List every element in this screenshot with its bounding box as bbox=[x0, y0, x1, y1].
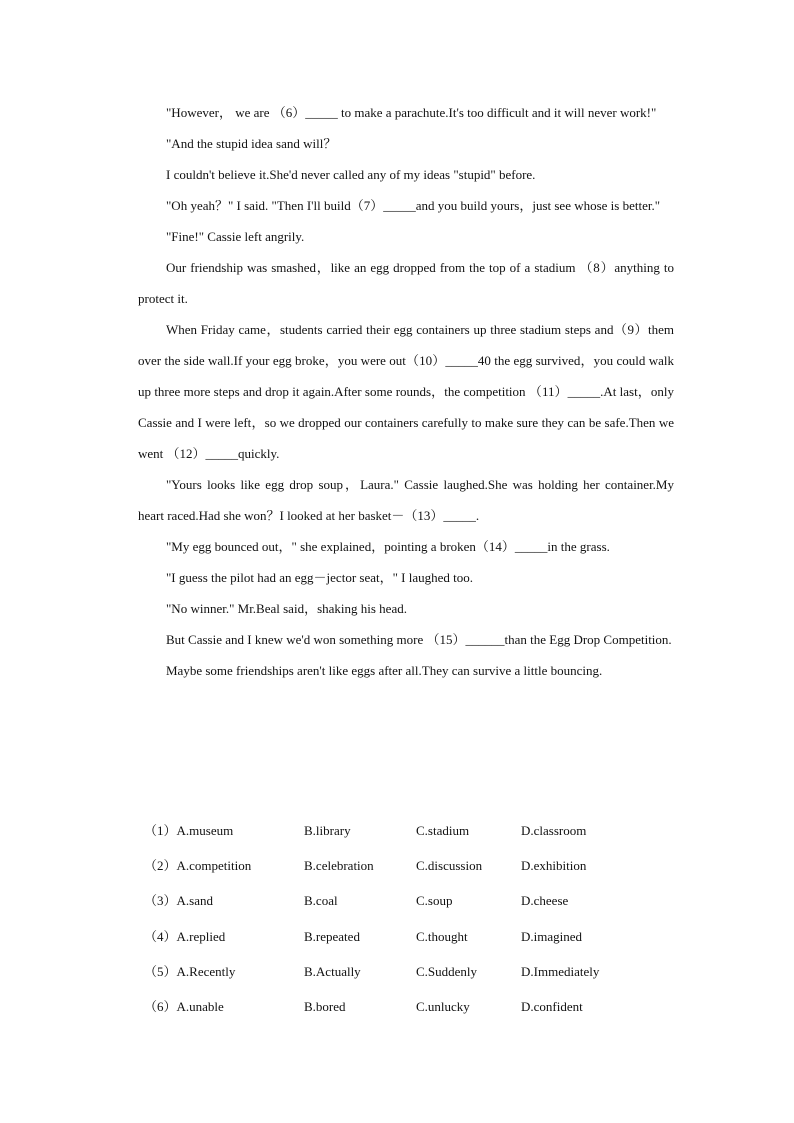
question-number: （2）A.competition bbox=[144, 858, 252, 874]
option-c: C.thought bbox=[416, 928, 468, 944]
option-d: D.classroom bbox=[521, 823, 587, 838]
option-c: C.Suddenly bbox=[416, 963, 478, 979]
option-d: D.exhibition bbox=[521, 858, 587, 874]
option-b: B.coal bbox=[304, 893, 338, 909]
answer-options bbox=[144, 815, 664, 1026]
passage-paragraph: "I guess the pilot had an egg－jector seat，" I laughed too. bbox=[166, 570, 474, 585]
passage-paragraph: "Yours looks like egg drop soup，Laura." Cassie laughed.She was holding her container.My heart raced.Had she won？I looked at her basket－（13）_____. bbox=[138, 477, 674, 523]
option-c: C.discussion bbox=[416, 858, 483, 874]
question-number: （6）A.unable bbox=[144, 998, 224, 1014]
question-number: （1）A.museum bbox=[144, 823, 234, 838]
option-d: D.imagined bbox=[521, 928, 583, 944]
option-d: D.Immediately bbox=[521, 963, 600, 979]
option-row bbox=[144, 850, 664, 885]
option-row bbox=[144, 991, 664, 1026]
passage-paragraph: When Friday came，students carried their egg containers up three stadium steps and（9）them over the side wall.If your egg broke，you were out（10）_____40 the egg survived，you could walk up three more steps and drop it again.After some rounds，the competition （11）_____.At last，only Cassie and I were left，so we dropped our containers carefully to make sure they can be safe.Then we went （12）_____quickly. bbox=[138, 322, 674, 461]
passage-paragraph: Our friendship was smashed，like an egg dropped from the top of a stadium （8）anything to protect it. bbox=[138, 260, 674, 306]
passage-paragraph: "And the stupid idea sand will？ bbox=[166, 136, 337, 151]
passage-paragraph: "However， we are （6）_____ to make a parachute.It's too difficult and it will never work!" bbox=[166, 105, 657, 120]
option-b: B.Actually bbox=[304, 963, 361, 979]
option-d: D.confident bbox=[521, 998, 583, 1014]
question-number: （5）A.Recently bbox=[144, 963, 236, 979]
passage-paragraph: "Oh yeah？" I said. "Then I'll build（7）_____and you build yours，just see whose is better." bbox=[166, 198, 661, 213]
option-row bbox=[144, 956, 664, 991]
option-b: B.bored bbox=[304, 998, 346, 1014]
question-number: （4）A.replied bbox=[144, 928, 226, 944]
option-c: C.soup bbox=[416, 893, 453, 909]
option-row bbox=[144, 885, 664, 920]
option-row bbox=[144, 815, 664, 850]
option-c: C.unlucky bbox=[416, 998, 470, 1014]
passage-paragraph: But Cassie and I knew we'd won something more （15）______than the Egg Drop Competition. bbox=[166, 632, 672, 647]
option-c: C.stadium bbox=[416, 823, 470, 838]
passage-paragraph: Maybe some friendships aren't like eggs after all.They can survive a little bouncing. bbox=[166, 663, 603, 678]
option-b: B.library bbox=[304, 823, 351, 838]
passage-paragraph: "No winner." Mr.Beal said，shaking his head. bbox=[166, 601, 407, 616]
option-b: B.celebration bbox=[304, 858, 374, 874]
passage bbox=[138, 97, 674, 686]
option-row bbox=[144, 921, 664, 956]
passage-paragraph: I couldn't believe it.She'd never called any of my ideas "stupid" before. bbox=[166, 167, 536, 182]
passage-paragraph: "My egg bounced out，" she explained，pointing a broken（14）_____in the grass. bbox=[166, 539, 610, 554]
passage-paragraph: "Fine!" Cassie left angrily. bbox=[166, 229, 305, 244]
option-b: B.repeated bbox=[304, 928, 360, 944]
question-number: （3）A.sand bbox=[144, 893, 213, 909]
option-d: D.cheese bbox=[521, 893, 569, 909]
